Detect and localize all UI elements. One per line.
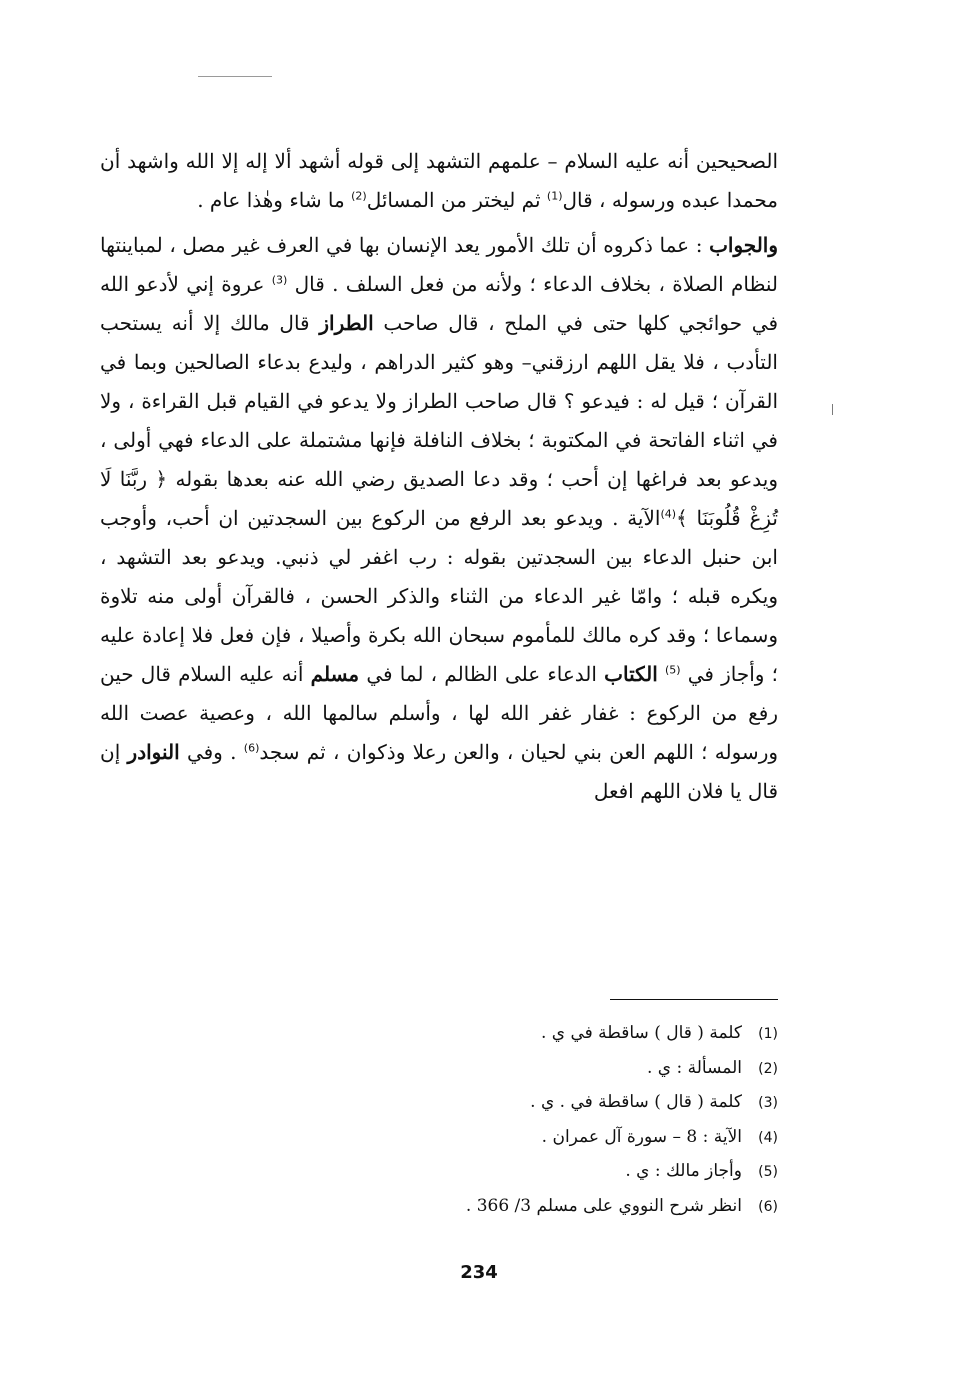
source-taraz: الطراز — [319, 311, 374, 335]
footnote-item — [380, 1189, 778, 1224]
paragraph-1 — [100, 142, 778, 220]
footnote-text: انظر شرح النووي على مسلم 3/ 366 . — [465, 1195, 742, 1216]
footnote-ref-6[interactable]: (6) — [243, 741, 260, 755]
footnote-number: (1) — [758, 1026, 778, 1042]
source-muslim: مسلم — [310, 662, 360, 686]
footnote-ref-5[interactable]: (5) — [664, 663, 681, 677]
source-kitab: الكتاب — [604, 662, 658, 686]
paragraph-2-text-6: أنه عليه السلام قال حين رفع من الركوع : غفار غفر الله لها ، وأسلم سالمها الله ، وعصية عصت الله ورسوله ؛ اللهم العن بني لحيان ، والعن رعلا وذكوان ، ثم سجد — [100, 662, 779, 764]
footnote-number: (6) — [758, 1198, 778, 1215]
source-nawadir: النوادر — [127, 740, 180, 764]
footnote-item — [380, 1154, 778, 1189]
paragraph-2-text-4: الآية . ويدعو بعد الرفع من الركوع بين السجدتين ان أحب، وأوجب ابن حنبل الدعاء بين السجدتين بقوله : رب اغفر لي ذنبي. ويدعو بعد التشهد ، ويكره قبله ؛ وامّا غير الدعاء من الثناء والذكر الحسن ، فالقرآن أولى منه تلاوة وسماعا ؛ وقد كره مالك للمأموم سبحان الله بكرة وأصيلا ، فإن فعل فلا إعادة عليه ؛ وأجاز في — [100, 506, 778, 686]
paragraph-2-text-8: إن قال يا فلان اللهم افعل — [100, 740, 778, 803]
footnote-item — [380, 1085, 778, 1120]
footnote-number: (2) — [758, 1060, 778, 1077]
paragraph-1-text-a: واشهد أن محمدا عبده ورسوله ، قال — [100, 149, 778, 212]
footnote-text: كلمة ( قال ) ساقطة في ي . — [540, 1023, 742, 1043]
paragraph-2-text-5: الدعاء على الظالم ، لما في — [366, 662, 597, 686]
footnote-ref-2[interactable]: (2) — [351, 189, 367, 203]
footnote-item — [380, 1016, 778, 1051]
footnote-ref-4[interactable]: (4) — [660, 507, 677, 521]
footnote-ref-3[interactable]: (3) — [271, 273, 288, 287]
answer-heading: والجواب — [709, 233, 778, 257]
page-number: 234 — [460, 1262, 498, 1283]
footnote-number: (5) — [758, 1164, 778, 1180]
paragraph-2-text-1: : عما ذكروه أن تلك الأمور يعد الإنسان بها في العرف غير مصل ، لمباينتها لنظام الصلاة ، بخلاف الدعاء ؛ ولأنه من فعل السلف . قال — [100, 233, 778, 296]
paragraph-2-text-7: . وفي — [186, 740, 237, 764]
main-text — [100, 142, 778, 811]
footnote-ref-1[interactable]: (1) — [546, 189, 563, 203]
footnote-text: المسألة : ي . — [646, 1057, 742, 1078]
footnote-text: كلمة ( قال ) ساقطة في . ي . — [530, 1092, 742, 1112]
footnote-text: الآية : 8 – سورة آل عمران . — [541, 1126, 742, 1147]
footnote-item — [380, 1051, 778, 1086]
footnote-number: (4) — [758, 1129, 778, 1146]
footnote-text: وأجاز مالك : ي . — [625, 1161, 742, 1181]
paragraph-1-text-b: ثم ليختر من المسائل — [366, 188, 541, 212]
paragraph-2-text-2: عروة إني لأدعو الله في حوائجي كلها حتى في الملح ، قال صاحب — [100, 272, 779, 335]
footnote-number: (3) — [758, 1095, 778, 1111]
top-decorative-rule — [198, 76, 272, 77]
paragraph-1-text-c: ما شاء وهٰذا عام . — [197, 188, 345, 212]
footnotes-list — [380, 1016, 778, 1223]
footnote-separator — [610, 999, 778, 1000]
margin-mark — [832, 404, 833, 415]
paragraph-1-line-1: الصحيحين أنه عليه السلام – علمهم التشهد إلى قوله أشهد ألا إله إلا الله — [185, 149, 779, 173]
paragraph-2-text-3: قال مالك إلا أنه يستحب التأدب ، فلا يقل اللهم ارزقني– وهو كثير الدراهم ، وليدع بدعاء الصالحين وبما في القرآن ؛ قيل له : فيدعو ؟ قال صاحب الطراز ولا يدعو في القيام قبل القراءة ، ولا في اثناء الفاتحة في المكتوبة ؛ بخلاف النافلة فإنها مشتملة على الدعاء فهي أولى ، ويدعو بعد فراغها إن أحب ؛ وقد دعا الصديق رضي الله عنه بعدها بقوله ﴿ ربَّنَا لَا تُزِغْ قُلُوبَنَا ﴾ — [100, 311, 778, 530]
footnote-item — [380, 1120, 778, 1155]
paragraph-2 — [100, 226, 778, 811]
